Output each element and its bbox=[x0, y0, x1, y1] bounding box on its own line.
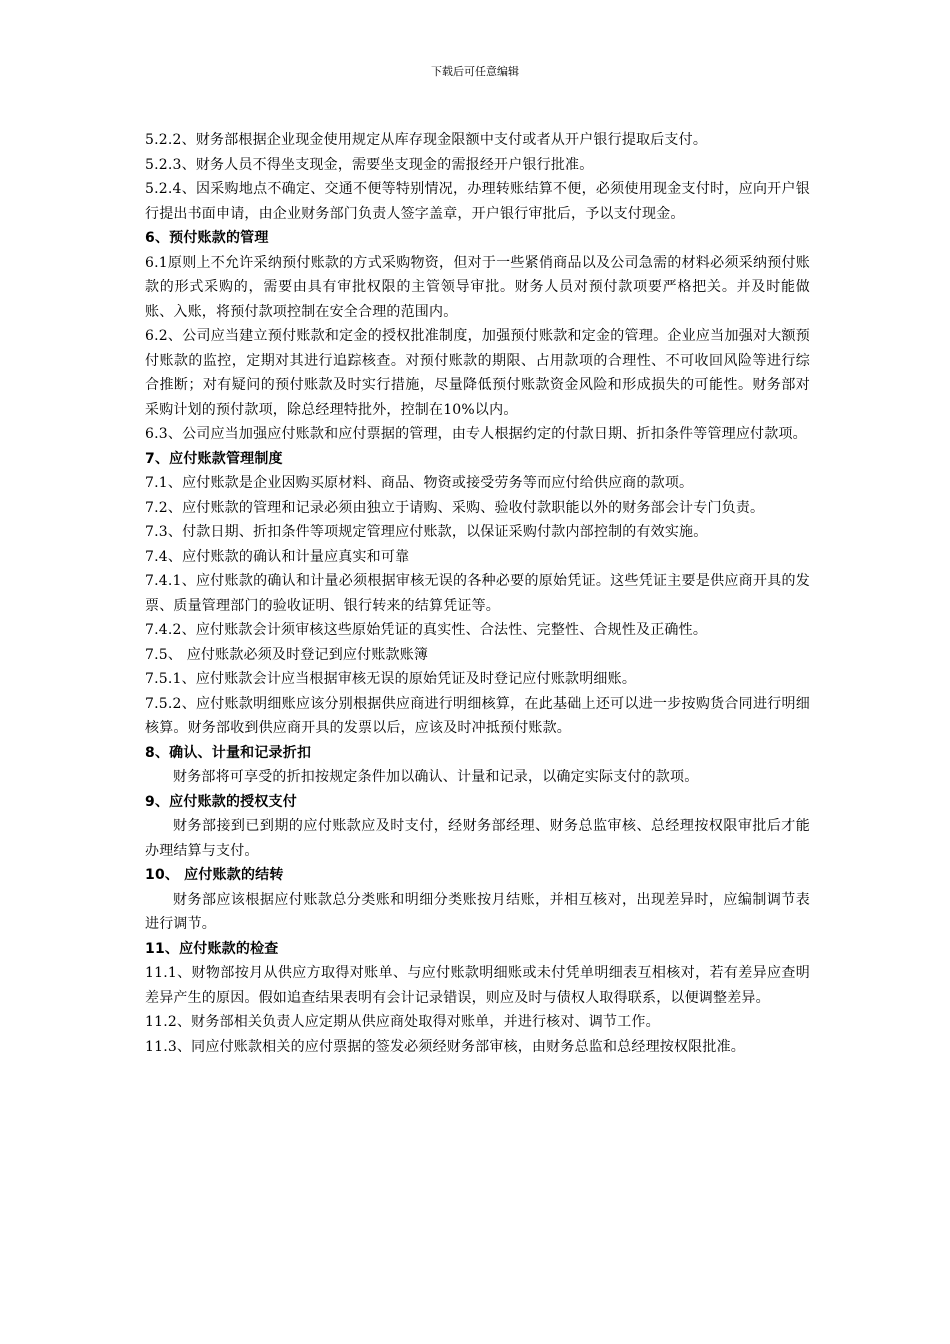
paragraph-11-3: 11.3、同应付账款相关的应付票据的签发必须经财务部审核，由财务总监和总经理按权限批准。 bbox=[145, 1038, 745, 1055]
paragraph-5-2-2-highlight: 从库存现金限额 bbox=[380, 132, 480, 148]
paragraph-7-5-2: 7.5.2、应付账款明细账应该分别根据供应商进行明细核算，在此基础上还可以进一步按购货合同进行明细核算。财务部收到供应商开具的发票以后，应该及时冲抵预付账款。 bbox=[145, 695, 810, 736]
paragraph-5-2-3 bbox=[145, 153, 810, 178]
paragraph-7-2: 7.2、应付账款的管理和记录必须由独立于请购、采购、验收付款职能以外的财务部会计专门负责。 bbox=[145, 499, 765, 516]
paragraph-7-5-1: 7.5.1、应付账款会计应当根据审核无误的原始凭证及时登记应付账款明细账。 bbox=[145, 671, 637, 687]
paragraph-6-1: 6.1原则上不允许采纳预付账款的方式采购物资，但对于一些紧俏商品以及公司急需的材料必须采纳预付账款的形式采购的，需要由具有审批权限的主管领导审批。财务人员对预付款项要严格把关。并及时能做账、入账，将预付款项控制在安全合理的范围内。 bbox=[145, 254, 810, 320]
paragraph-5-2-3-text-c: ，需要坐支现金的需报经开户银行批准。 bbox=[337, 156, 594, 173]
paragraph-7-1: 7.1、应付账款是企业因购买原材料、商品、物资或接受劳务等而应付给供应商的款项。 bbox=[145, 475, 694, 491]
paragraph-11-2: 11.2、财务部相关负责人应定期从供应商处取得对账单，并进行核对、调节工作。 bbox=[145, 1014, 660, 1030]
document-body bbox=[145, 128, 810, 1059]
paragraph-8: 财务部将可享受的折扣按规定条件加以确认、计量和记录，以确定实际支付的款项。 bbox=[173, 769, 699, 785]
paragraph-10: 财务部应该根据应付账款总分类账和明细分类账按月结账，并相互核对，出现差异时，应编制调节表进行调节。 bbox=[145, 891, 810, 932]
page-header-note: 下载后可任意编辑 bbox=[431, 65, 519, 78]
paragraph-11-1: 11.1、财物部按月从供应方取得对账单、与应付账款明细账或未付凭单明细表互相核对，若有差异应查明差异产生的原因。假如追查结果表明有会计记录错误，则应及时与债权人取得联系，以便调整差异。 bbox=[145, 965, 810, 1006]
paragraph-7-4-2: 7.4.2、应付账款会计须审核这些原始凭证的真实性、合法性、完整性、合规性及正确性。 bbox=[145, 622, 708, 638]
section-heading-11: 11、应付账款的检查 bbox=[145, 940, 279, 957]
paragraph-7-3: 7.3、付款日期、折扣条件等项规定管理应付账款，以保证采购付款内部控制的有效实施。 bbox=[145, 524, 708, 540]
paragraph-6-3: 6.3、公司应当加强应付账款和应付票据的管理，由专人根据约定的付款日期、折扣条件等管理应付款项。 bbox=[145, 426, 807, 442]
paragraph-7-4-1: 7.4.1、应付账款的确认和计量必须根据审核无误的各种必要的原始凭证。这些凭证主要是供应商开具的发票、质量管理部门的验收证明、银行转来的结算凭证等。 bbox=[145, 573, 810, 614]
section-heading-6: 6、预付账款的管理 bbox=[145, 230, 269, 246]
paragraph-5-2-4: 5.2.4、因采购地点不确定、交通不便等特别情况，办理转账结算不便，必须使用现金支付时，应向开户银行提出书面申请，由企业财务部门负责人签字盖章，开户银行审批后，予以支付现金。 bbox=[145, 181, 810, 222]
paragraph-7-4: 7.4、应付账款的确认和计量应真实和可靠 bbox=[145, 548, 410, 565]
section-heading-7: 7、应付账款管理制度 bbox=[145, 450, 283, 467]
paragraph-5-2-3-text-a: 5.2.3、财务人员不得 bbox=[145, 156, 282, 173]
paragraph-5-2-2-text-a: 5.2.2、财务部根据企业现金使用规定 bbox=[145, 132, 381, 148]
paragraph-7-5: 7.5、 应付账款必须及时登记到应付账款账簿 bbox=[145, 646, 429, 663]
paragraph-5-2-2-text-c: 中支付或者从开户银行提取后支付。 bbox=[479, 132, 708, 148]
section-heading-9: 9、应付账款的授权支付 bbox=[145, 793, 297, 810]
section-heading-10: 10、 应付账款的结转 bbox=[145, 867, 284, 883]
paragraph-5-2-2 bbox=[145, 128, 810, 153]
section-heading-8: 8、确认、计量和记录折扣 bbox=[145, 744, 312, 761]
paragraph-5-2-3-highlight: 坐支现金 bbox=[281, 156, 338, 173]
paragraph-9: 财务部接到已到期的应付账款应及时支付，经财务部经理、财务总监审核、总经理按权限审批后才能办理结算与支付。 bbox=[145, 818, 810, 859]
paragraph-6-2: 6.2、公司应当建立预付账款和定金的授权批准制度，加强预付账款和定金的管理。企业应当加强对大额预付账款的监控，定期对其进行追踪核查。对预付账款的期限、占用款项的合理性、不可收回风险等进行综合推断；对有疑问的预付账款及时实行措施，尽量降低预付账款资金风险和形成损失的可能性。财务部对采购计划的预付款项，除总经理特批外，控制在10%以内。 bbox=[145, 328, 810, 418]
